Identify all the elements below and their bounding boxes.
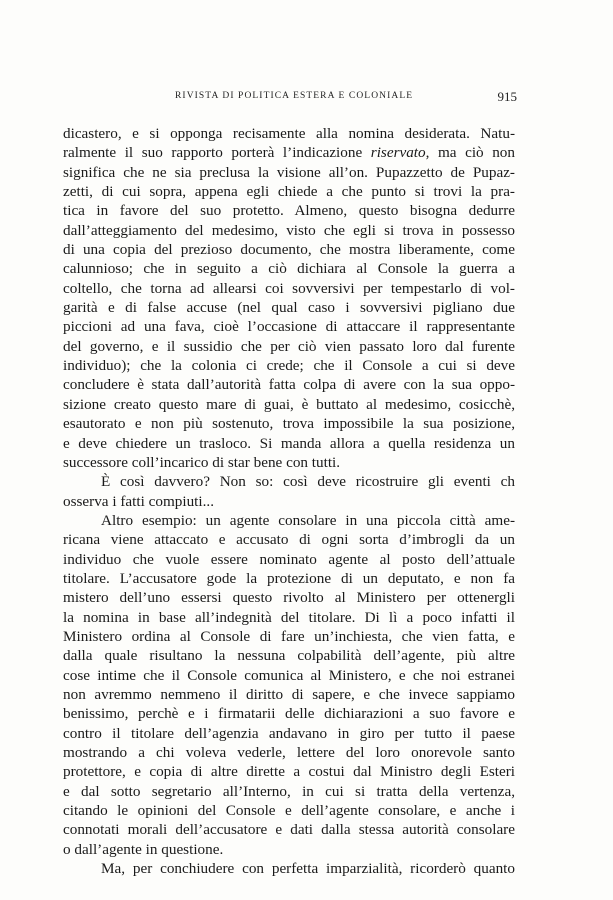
text-line: sizione creato questo mare di guai, è buttato al medesimo, cosicchè, — [63, 395, 515, 413]
text-line: titolare. L’accusatore gode la protezione di un deputato, e non fa — [63, 569, 515, 587]
running-title: RIVISTA DI POLITICA ESTERA E COLONIALE — [175, 91, 414, 101]
text-line: significa che ne sia preclusa la visione all’on. Pupazzetto de Pupaz- — [63, 163, 515, 181]
text-line: piccioni ad una fava, cioè l’occasione di attaccare il rappresentante — [63, 318, 515, 336]
page-header — [120, 91, 517, 107]
text-line: non avremmo nemmeno il diritto di sapere, e che invece sappiamo — [63, 685, 515, 703]
text-line: cose intime che il Console comunica al Ministero, e che noi estranei — [63, 666, 515, 684]
text-line: tica in favore del suo protetto. Almeno, questo bisogna dedurre — [63, 202, 515, 220]
text-line: benissimo, perchè e i firmatarii delle dichiarazioni a suo favore e — [63, 705, 515, 723]
text-line: e dal sotto segretario all’Interno, in cui si tratta della vertenza, — [63, 782, 515, 800]
text-segment: ralmente il suo rapporto porterà l’indicazione riservato, ma ciò non — [63, 144, 515, 162]
text-line: o dall’agente in questione. — [63, 840, 224, 858]
text-line: dall’atteggiamento del medesimo, visto che egli si trova in possesso — [63, 221, 515, 239]
text-line: citando le opinioni del Console e dell’agente consolare, e anche i — [63, 802, 515, 820]
body-text — [63, 124, 515, 878]
text-line: di una copia del prezioso documento, che mostra liberamente, come — [63, 241, 515, 259]
text-line: dalla quale risultano la nessuna colpabilità dell’agente, più altre — [63, 647, 515, 665]
text-line: coltello, che torna ad allearsi coi sovversivi per tempestarlo di vol- — [63, 279, 515, 297]
text-line: osserva i fatti compiuti... — [63, 492, 214, 510]
text-line: esautorato e non più sostenuto, trova impossibile la sua posizione, — [63, 415, 515, 433]
text-line: individuo); che la colonia ci crede; che il Console a cui si deve — [63, 357, 515, 375]
text-line: connotati morali dell’accusatore e dati dalla stessa autorità consolare — [63, 821, 515, 839]
text-line: calunnioso; che in seguito a ciò dichiara al Console la guerra a — [63, 260, 515, 278]
text-line: ricana viene attaccato e accusato di ogni sorta d’imbrogli da un — [63, 531, 515, 549]
text-line: Altro esempio: un agente consolare in una piccola città ame- — [101, 511, 515, 529]
italic-word: riservato — [370, 144, 426, 162]
text-line: contro il titolare dell’agenzia andavano in giro per tutto il paese — [63, 724, 515, 742]
text-line: del governo, e il sussidio che per ciò vien passato loro dal furente — [63, 337, 515, 355]
text-line: concludere è stata dall’autorità fatta colpa di avere con la sua oppo- — [63, 376, 515, 394]
text-line: e deve chiedere un trasloco. Si manda allora a quella residenza un — [63, 434, 515, 452]
text-line — [63, 143, 515, 162]
text-line: dicastero, e si opponga recisamente alla nomina desiderata. Natu- — [63, 125, 515, 142]
text-line: zetti, di cui sopra, appena egli chiede a che punto si trovi la pra- — [63, 183, 515, 201]
text-line: individuo che vuole essere nominato agente al posto dell’attuale — [63, 550, 515, 568]
text-line: mistero dell’uno essersi questo rivolto al Ministero per ottenergli — [63, 589, 515, 607]
text-line: garità e di false accuse (nel qual caso i sovversivi pigliano due — [63, 299, 515, 317]
text-line: mostrando a chi voleva vederle, lettere del loro onorevole santo — [63, 744, 515, 761]
text-line: successore coll’incarico di star bene con tutti. — [63, 453, 341, 471]
text-line: È così davvero? Non so: così deve ricostruire gli eventi ch — [101, 473, 515, 491]
text-line: Ministero ordina al Console di fare un’inchiesta, che vien fatta, e — [63, 627, 515, 645]
text-line: protettore, e copia di altre dirette a costui dal Ministro degli Esteri — [63, 763, 515, 781]
page-number: 915 — [497, 89, 517, 104]
text-line: la nomina in base all’indegnità del titolare. Di lì a poco infatti il — [63, 608, 515, 626]
text-line: Ma, per conchiudere con perfetta imparzialità, ricorderò quanto — [101, 860, 515, 878]
